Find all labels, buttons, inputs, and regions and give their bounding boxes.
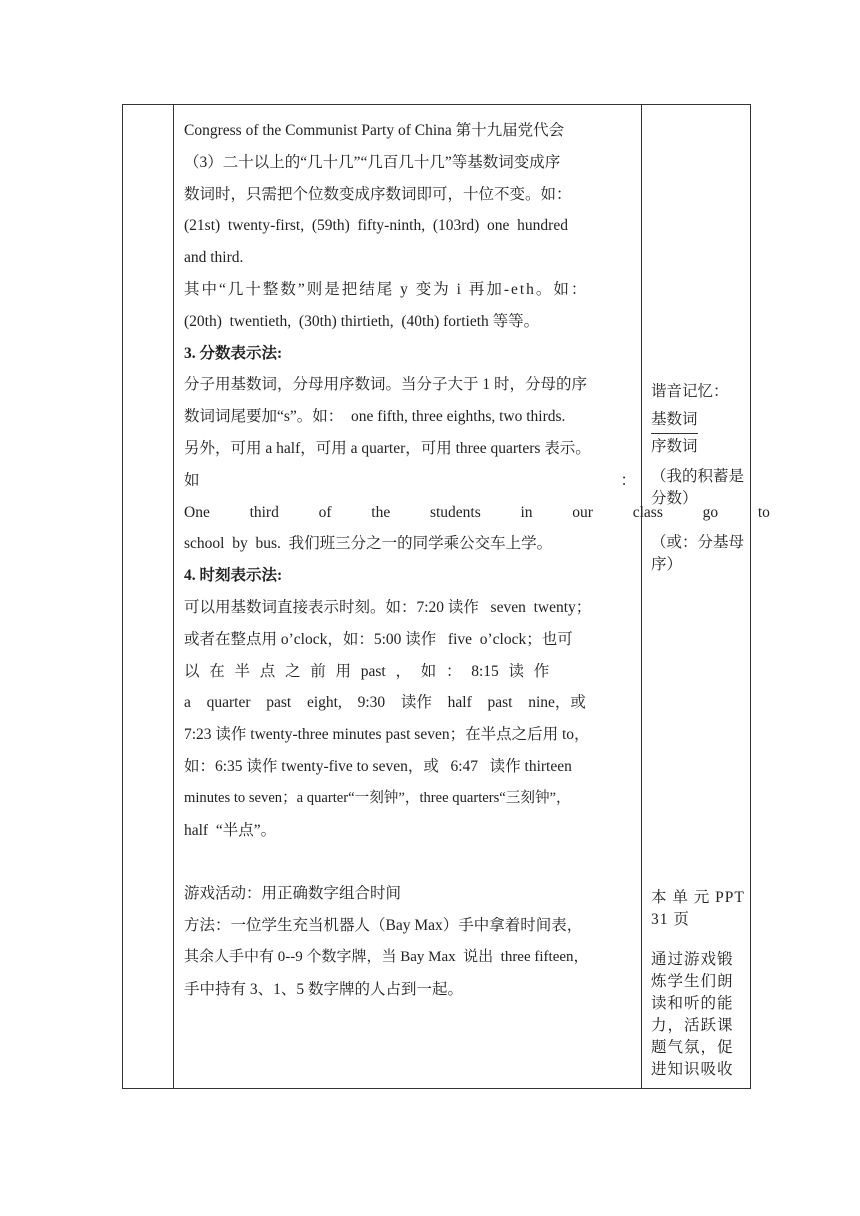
text-line: 手中持有 3、1、5 数字牌的人占到一起。	[184, 980, 464, 998]
text-line: 数词时，只需把个位数变成序数词即可，十位不变。如：	[184, 185, 572, 203]
memory-note-alt: （或：分基母序）	[651, 534, 745, 573]
text-line: 方法：一位学生充当机器人（Bay Max）手中拿着时间表，	[184, 916, 583, 934]
column-divider	[173, 105, 174, 1088]
text-line: 可以用基数词直接表示时刻。如：7:20 读作 seven twenty；	[184, 598, 592, 616]
ppt-reference: 本 单 元 PPT 31 页	[651, 889, 745, 928]
text-line: 游戏活动：用正确数字组合时间	[184, 885, 402, 903]
text-fragment: 如	[184, 471, 200, 489]
text-line: 分子用基数词，分母用序数词。当分子大于 1 时，分母的序	[184, 376, 588, 394]
memory-title: 谐音记忆：	[651, 383, 729, 400]
text-line: (21st) twenty-first, (59th) fifty-ninth, (103rd) one hundred	[184, 217, 568, 235]
cardinal-word: 基数词	[651, 407, 698, 434]
text-line: 如：6:35 读作 twenty-five to seven，或 6:47 读作 thirteen	[184, 757, 572, 775]
text-line: (20th) twentieth, (30th) thirtieth, (40th) fortieth 等等。	[184, 312, 540, 330]
text-fragment: ：	[620, 471, 636, 489]
text-line: Congress of the Communist Party of China 第十九届党代会	[184, 122, 565, 139]
text-line: 其中“几十整数”则是把结尾 y 变为 i 再加-eth。如：	[184, 280, 589, 298]
lesson-table	[122, 104, 770, 1089]
text-line: a quarter past eight, 9:30 读作 half past nine，或	[184, 694, 586, 712]
side-notes-memory	[651, 377, 749, 576]
section-heading: 4. 时刻表示法:	[184, 567, 283, 585]
text-line	[184, 465, 636, 497]
column-divider	[641, 105, 642, 1088]
text-line: 7:23 读作 twenty-three minutes past seven；在半点之后用 to，	[184, 726, 590, 744]
section-heading: 3. 分数表示法:	[184, 344, 283, 362]
text-line: （3）二十以上的“几十几”“几百几十几”等基数词变成序	[184, 153, 561, 171]
text-line: half “半点”。	[184, 821, 277, 839]
text-line: 以 在 半 点 之 前 用 past ， 如 ： 8:15 读 作	[184, 662, 550, 680]
text-line: school by bus. 我们班三分之一的同学乘公交车上学。	[184, 535, 553, 553]
text-line: One third of the students in our class go to	[184, 503, 770, 521]
text-line: and third.	[184, 249, 244, 267]
ordinal-word: 序数词	[651, 438, 698, 455]
text-line: 其余人手中有 0--9 个数字牌，当 Bay Max 说出 three fifteen，	[184, 948, 589, 965]
text-line: 或者在整点用 o’clock，如：5:00 读作 five o’clock；也可	[184, 630, 573, 648]
text-line: minutes to seven；a quarter“一刻钟”，three quarters“三刻钟”，	[184, 789, 571, 806]
text-line: 另外，可用 a half，可用 a quarter，可用 three quarters 表示。	[184, 439, 591, 457]
side-notes-activity	[651, 887, 749, 1081]
text-line: 数词词尾要加“s”。如： one fifth, three eighths, two thirds.	[184, 408, 566, 426]
activity-purpose: 通过游戏锻炼学生们朗读和听的能力，活跃课题气氛，促进知识吸收	[651, 951, 734, 1078]
memory-note: （我的积蓄是分数）	[651, 468, 745, 507]
blank-line	[184, 846, 636, 878]
